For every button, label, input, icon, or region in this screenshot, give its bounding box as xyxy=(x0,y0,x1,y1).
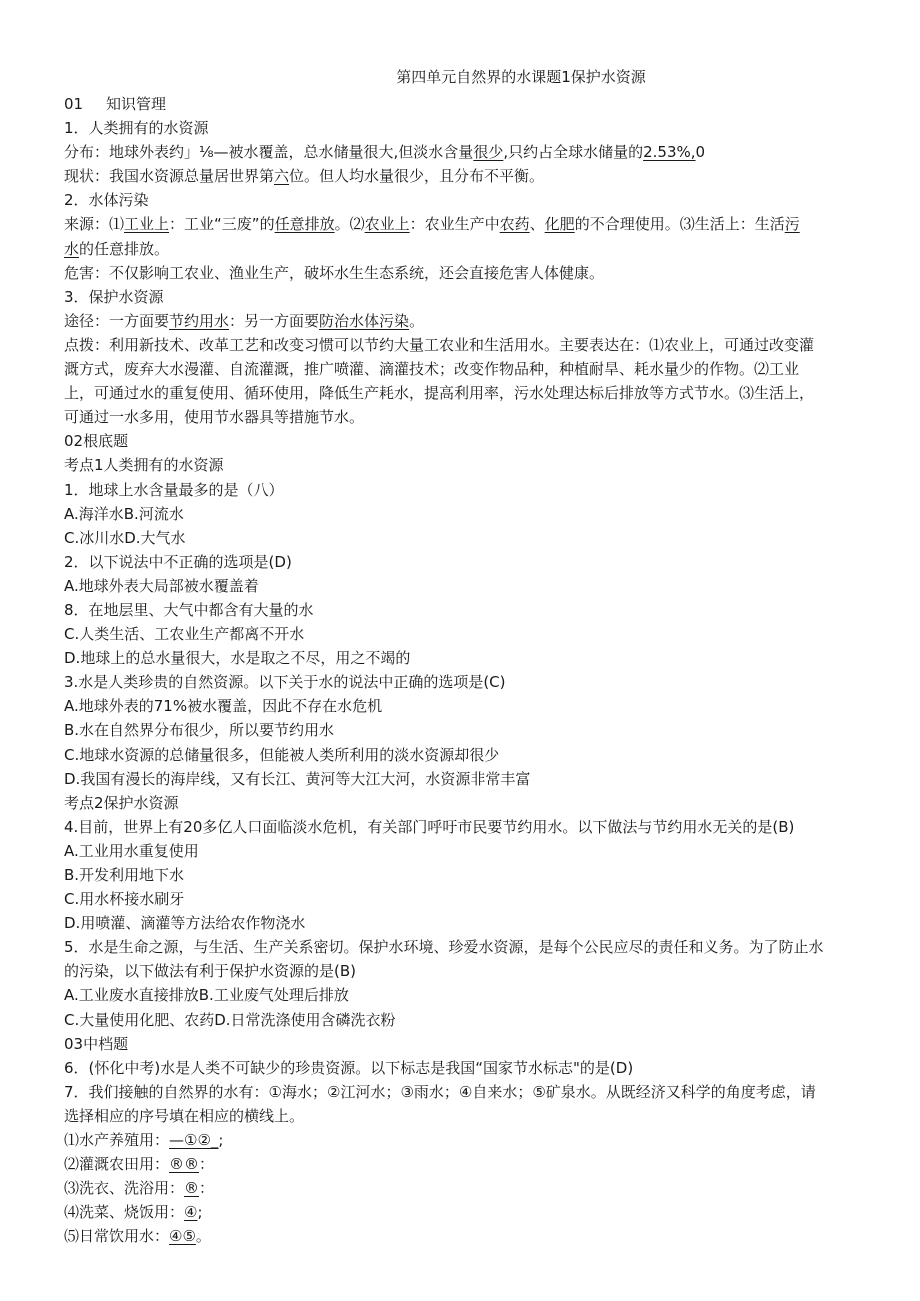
q5-options: C.大量使用化肥、农药D.日常洗涤使用含磷洗衣粉 xyxy=(64,1010,396,1029)
answer-blank: 六 xyxy=(274,167,290,186)
text-segment: ： xyxy=(199,1155,215,1174)
k3-tip-line: 上，可通过水的重复使用、循环使用，降低生产耗水，提高利用率，污水处理达标后排放等方式节水。⑶生活上， xyxy=(64,384,815,403)
answer-blank: 很少 xyxy=(473,143,504,162)
q4-option: B.开发利用地下水 xyxy=(64,866,185,884)
q2-option: D.地球上的总水量很大，水是取之不尽，用之不竭的 xyxy=(64,649,411,668)
answer-blank: 2.53%, xyxy=(643,143,696,162)
answer-blank: 防治水体污染 xyxy=(319,311,410,330)
answer-blank: ®® xyxy=(169,1155,200,1174)
section-number: 01 xyxy=(64,95,84,113)
q3-option: C.地球水资源的总储量很多，但能被人类所利用的淡水资源却很少 xyxy=(64,745,500,764)
text-segment: ⑸日常饮用水： xyxy=(64,1227,170,1246)
k2-sources xyxy=(64,212,864,236)
k1-distribution xyxy=(64,140,864,164)
k3-tip-line: 溉方式，废弃大水漫灌、自流灌溉，推广喷灌、滴灌技术；改变作物品种，种植耐旱、耗水量少的作物。⑵工业 xyxy=(64,360,800,379)
text-segment: ; xyxy=(197,1203,203,1222)
q2-option: 8．在地层里、大气中都含有大量的水 xyxy=(64,600,314,619)
text-segment: ：工业“三废”的 xyxy=(169,215,275,234)
document-title: 第四单元自然界的水课题1保护水资源 xyxy=(396,68,646,86)
text-segment: ：农业生产中 xyxy=(409,215,500,234)
text-segment: ：另一方面要 xyxy=(229,311,320,330)
q7-stem: 7．我们接触的自然界的水有：①海水；②江河水；③雨水；④自来水；⑤矿泉水。从既经济又科学的角度考虑，请 xyxy=(64,1082,816,1101)
q7-item-3 xyxy=(64,1176,864,1200)
text-segment: ： xyxy=(199,1179,215,1198)
answer-blank: 工业上 xyxy=(124,215,170,234)
answer-blank: 农业上 xyxy=(364,215,410,234)
text-segment: 。 xyxy=(195,1227,211,1246)
kp2-heading: 考点2保护水资源 xyxy=(64,793,179,812)
text-segment: ; xyxy=(218,1131,224,1150)
text-segment: 0 xyxy=(695,143,706,162)
q5-stem-cont: 的污染，以下做法有利于保护水资源的是(B) xyxy=(64,962,356,981)
q7-item-2 xyxy=(64,1152,864,1176)
text-segment: ,只约占全球水储量的 xyxy=(503,143,644,162)
k3-tip-line: 可通过一水多用，使用节水器具等措施节水。 xyxy=(64,408,365,427)
text-segment: 途径：一方面要 xyxy=(64,311,170,330)
answer-blank: —①②_ xyxy=(169,1131,219,1150)
text-segment: 现状：我国水资源总量居世界第 xyxy=(64,167,275,186)
k3-ways xyxy=(64,309,864,333)
q3-option: A.地球外表的71%被水覆盖，因此不存在水危机 xyxy=(64,697,383,716)
k2-harm: 危害：不仅影响工农业、渔业生产，破坏水生生态系统，还会直接危害人体健康。 xyxy=(64,263,605,282)
k2-sources-cont xyxy=(64,237,864,261)
answer-blank: ④ xyxy=(184,1203,198,1222)
text-segment: ⑷洗菜、烧饭用： xyxy=(64,1203,185,1222)
q7-item-5 xyxy=(64,1224,864,1248)
text-segment: 。 xyxy=(409,311,425,330)
k3-tip-line: 点拨：利用新技术、改革工艺和改变习惯可以节约大量工农业和生活用水。主要表达在：⑴农业上，可通过改变灌 xyxy=(64,335,815,354)
kp1-heading: 考点1人类拥有的水资源 xyxy=(64,456,224,475)
text-segment: 。⑵ xyxy=(334,215,365,234)
q1-options: A.海洋水B.河流水 xyxy=(64,504,184,523)
q1-options: C.冰川水D.大气水 xyxy=(64,528,186,547)
q5-options: A.工业废水直接排放B.工业废气处理后排放 xyxy=(64,986,349,1005)
q5-stem: 5．水是生命之源，与生活、生产关系密切。保护水环境、珍爱水资源，是每个公民应尽的责任和义务。为了防止水 xyxy=(64,938,824,957)
document-body xyxy=(64,92,864,1249)
answer-blank: 化肥 xyxy=(544,215,575,234)
q3-stem: 3.水是人类珍贵的自然资源。以下关于水的说法中正确的选项是(C) xyxy=(64,673,506,692)
q7-stem-cont: 选择相应的序号填在相应的横线上。 xyxy=(64,1106,305,1125)
section-label: 知识管理 xyxy=(106,95,167,113)
text-segment: 、 xyxy=(529,215,545,234)
text-segment: 位。但人均水量很少，且分布不平衡。 xyxy=(289,167,545,186)
q6-stem: 6．(怀化中考)水是人类不可缺少的珍贵资源。以下标志是我国“国家节水标志"的是(D) xyxy=(64,1058,634,1077)
q2-option: C.人类生活、工农业生产都离不开水 xyxy=(64,625,305,644)
answer-blank: ④⑤ xyxy=(169,1227,196,1246)
section-03-heading: 03中档题 xyxy=(64,1034,129,1053)
k2-heading: 2．水体污染 xyxy=(64,191,149,210)
k1-heading: 1．人类拥有的水资源 xyxy=(64,119,209,138)
text-segment: ⑵灌溉农田用： xyxy=(64,1155,170,1174)
q3-option: D.我国有漫长的海岸线，又有长江、黄河等大江大河，水资源非常丰富 xyxy=(64,769,531,788)
answer-blank: 节约用水 xyxy=(169,311,230,330)
q4-option: D.用喷灌、滴灌等方法给农作物浇水 xyxy=(64,914,306,933)
answer-blank: 水 xyxy=(64,239,80,258)
q4-option: A.工业用水重复使用 xyxy=(64,841,199,860)
q7-item-4 xyxy=(64,1200,864,1224)
k3-heading: 3．保护水资源 xyxy=(64,287,164,306)
answer-blank: 任意排放 xyxy=(274,215,335,234)
q3-option: B.水在自然界分布很少，所以要节约用水 xyxy=(64,721,335,740)
text-segment: 的任意排放。 xyxy=(79,239,170,258)
answer-blank: ® xyxy=(184,1179,200,1198)
k1-status xyxy=(64,164,864,188)
text-segment: 来源：⑴ xyxy=(64,215,125,234)
answer-blank: 农药 xyxy=(499,215,530,234)
q7-item-1 xyxy=(64,1128,864,1152)
q4-stem: 4.目前，世界上有20多亿人口面临淡水危机，有关部门呼吁市民要节约用水。以下做法与节约用水无关的是(B) xyxy=(64,817,795,836)
text-segment: 的不合理使用。⑶生活上：生活 xyxy=(574,215,785,234)
q1-stem: 1．地球上水含量最多的是（八） xyxy=(64,480,284,499)
section-01-heading xyxy=(64,92,864,116)
answer-blank: 污 xyxy=(784,215,800,234)
q2-option: A.地球外表大局部被水覆盖着 xyxy=(64,576,259,595)
section-02-heading: 02根底题 xyxy=(64,432,129,451)
text-segment: 分布：地球外表约」⅛—被水覆盖，总水储量很大,但淡水含量 xyxy=(64,143,474,162)
q2-stem: 2．以下说法中不正确的选项是(D) xyxy=(64,552,292,571)
q4-option: C.用水杯接水刷牙 xyxy=(64,890,185,909)
text-segment: ⑴水产养殖用： xyxy=(64,1131,170,1150)
text-segment: ⑶洗衣、洗浴用： xyxy=(64,1179,185,1198)
